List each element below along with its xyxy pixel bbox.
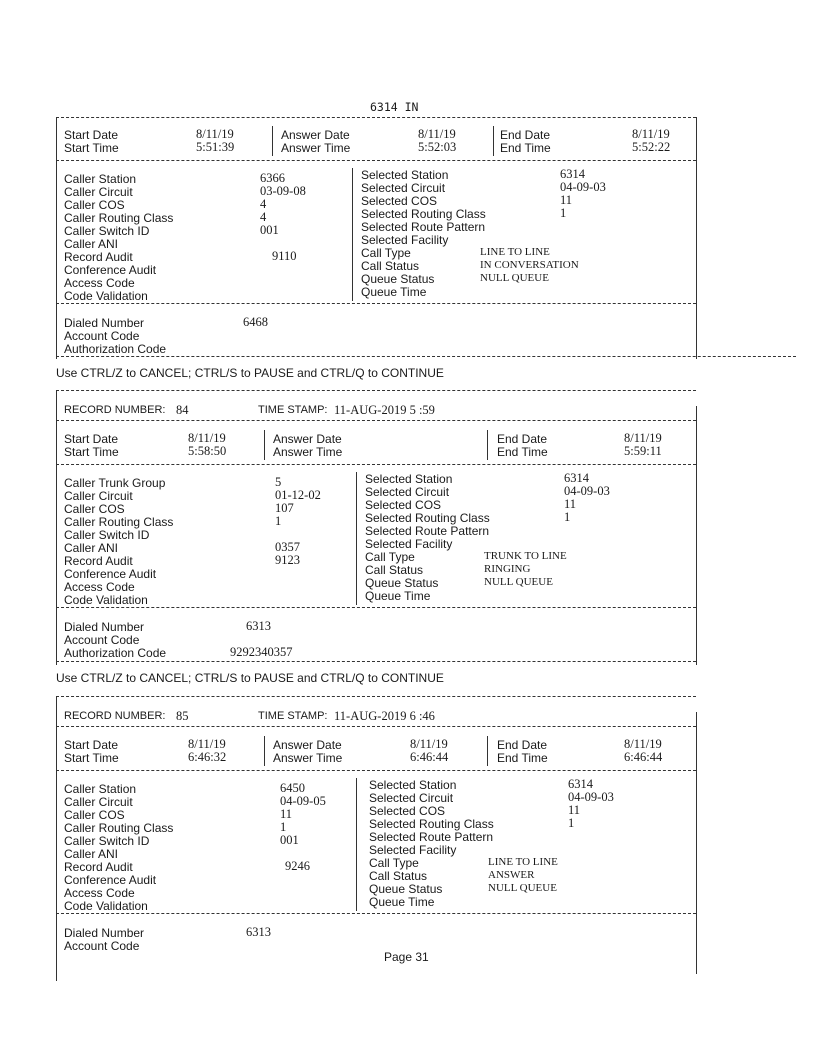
selected-facility-label: Selected Facility [365,537,453,551]
caller-ani-value: 0357 [275,540,300,554]
conference-audit-label: Conference Audit [64,263,157,277]
call-status-label: Call Status [361,259,420,273]
caller-routing-class-label: Caller Routing Class [64,821,174,835]
account-code-label: Account Code [64,329,140,343]
page-title: 6314 IN [370,100,419,114]
selected-route-pattern-label: Selected Route Pattern [365,524,490,538]
queue-time-label: Queue Time [365,589,431,603]
queue-time-label: Queue Time [369,895,435,909]
dialed-number-value: 6468 [243,315,268,329]
start-date-value: 8/11/19 [188,431,226,445]
caller-cos-value: 11 [280,807,293,821]
call-status-label: Call Status [365,563,424,577]
caller-routing-class-value: 1 [275,514,282,528]
caller-station-label: Caller Station [64,172,137,186]
page-number: Page 31 [384,950,429,964]
caller-cos-value: 4 [260,197,267,211]
caller-cos-label: Caller COS [64,808,125,822]
caller-circuit-value: 04-09-05 [280,794,326,808]
selected-cos-label: Selected COS [361,194,438,208]
code-validation-label: Code Validation [64,899,148,913]
selected-routing-class-value: 1 [560,206,567,220]
call-type-label: Call Type [365,550,415,564]
start-time-value: 5:51:39 [196,140,235,154]
answer-time-label: Answer Time [273,751,343,765]
control-message: Use CTRL/Z to CANCEL; CTRL/S to PAUSE and CTRL/Q to CONTINUE [56,671,444,685]
dialed-number-value: 6313 [246,925,271,939]
caller-station-value: 6366 [260,171,285,185]
caller-circuit-value: 01-12-02 [275,488,321,502]
dialed-number-label: Dialed Number [64,620,145,634]
caller-routing-class-value: 4 [260,210,267,224]
dialed-number-label: Dialed Number [64,926,145,940]
time-stamp-label: TIME STAMP: [258,710,328,722]
selected-circuit-value: 04-09-03 [560,180,606,194]
record-audit-label: Record Audit [64,860,133,874]
control-message: Use CTRL/Z to CANCEL; CTRL/S to PAUSE and CTRL/Q to CONTINUE [56,366,444,380]
authorization-code-value: 9292340357 [230,645,293,659]
queue-status-value: NULL QUEUE [488,882,557,894]
caller-switch-id-value: 001 [260,223,279,237]
call-status-value: RINGING [484,563,531,575]
record-audit-label: Record Audit [64,250,133,264]
call-status-label: Call Status [369,869,428,883]
end-date-value: 8/11/19 [632,127,670,141]
answer-date-label: Answer Date [273,432,342,446]
selected-station-value: 6314 [568,777,593,791]
selected-cos-label: Selected COS [369,804,446,818]
caller-station-label: Caller Station [64,782,137,796]
selected-facility-label: Selected Facility [361,233,449,247]
selected-route-pattern-label: Selected Route Pattern [369,830,494,844]
selected-facility-label: Selected Facility [369,843,457,857]
time-stamp-label: TIME STAMP: [258,404,328,416]
access-code-label: Access Code [64,580,135,594]
selected-station-label: Selected Station [361,168,449,182]
start-date-label: Start Date [64,432,119,446]
queue-status-value: NULL QUEUE [484,576,553,588]
selected-routing-class-value: 1 [568,816,575,830]
selected-cos-value: 11 [560,193,573,207]
selected-circuit-label: Selected Circuit [361,181,446,195]
authorization-code-label: Authorization Code [64,646,167,660]
start-time-label: Start Time [64,445,119,459]
caller-circuit-label: Caller Circuit [64,185,133,199]
call-type-value: TRUNK TO LINE [484,550,567,562]
selected-cos-label: Selected COS [365,498,442,512]
answer-date-value: 8/11/19 [418,127,456,141]
caller-switch-id-label: Caller Switch ID [64,224,150,238]
account-code-label: Account Code [64,633,140,647]
caller-ani-label: Caller ANI [64,541,119,555]
call-type-value: LINE TO LINE [480,246,550,258]
access-code-label: Access Code [64,276,135,290]
caller-cos-value: 107 [275,501,294,515]
call-type-value: LINE TO LINE [488,856,558,868]
time-stamp-value: 11-AUG-2019 5 :59 [334,403,435,417]
record-audit-value: 9123 [275,553,300,567]
caller-switch-id-label: Caller Switch ID [64,528,150,542]
dialed-number-value: 6313 [246,619,271,633]
end-time-label: End Time [500,141,551,155]
end-date-value: 8/11/19 [624,737,662,751]
end-time-label: End Time [497,445,548,459]
dialed-number-label: Dialed Number [64,316,145,330]
end-time-value: 5:59:11 [624,444,662,458]
start-time-value: 6:46:32 [188,750,227,764]
start-date-label: Start Date [64,738,119,752]
queue-status-label: Queue Status [369,882,443,896]
record-number-value: 84 [176,403,189,417]
selected-circuit-label: Selected Circuit [369,791,454,805]
caller-ani-label: Caller ANI [64,847,119,861]
record-audit-value: 9246 [285,859,310,873]
selected-station-label: Selected Station [365,472,453,486]
selected-station-value: 6314 [560,167,585,181]
start-date-value: 8/11/19 [196,127,234,141]
record-number-label: RECORD NUMBER: [64,710,166,722]
code-validation-label: Code Validation [64,289,148,303]
caller-trunk-group-label: Caller Trunk Group [64,476,166,490]
queue-status-label: Queue Status [365,576,439,590]
selected-routing-class-value: 1 [564,510,571,524]
record-audit-label: Record Audit [64,554,133,568]
selected-station-value: 6314 [564,471,589,485]
answer-time-value: 6:46:44 [410,750,449,764]
end-date-label: End Date [497,738,548,752]
selected-route-pattern-label: Selected Route Pattern [361,220,486,234]
caller-routing-class-label: Caller Routing Class [64,515,174,529]
caller-trunk-group-value: 5 [275,475,282,489]
call-status-value: ANSWER [488,869,535,881]
answer-date-label: Answer Date [273,738,342,752]
selected-station-label: Selected Station [369,778,457,792]
end-time-label: End Time [497,751,548,765]
record-number-value: 85 [176,709,189,723]
selected-circuit-label: Selected Circuit [365,485,450,499]
selected-routing-class-label: Selected Routing Class [361,207,486,221]
caller-station-value: 6450 [280,781,305,795]
call-status-value: IN CONVERSATION [480,259,579,271]
caller-routing-class-label: Caller Routing Class [64,211,174,225]
end-date-value: 8/11/19 [624,431,662,445]
selected-circuit-value: 04-09-03 [568,790,614,804]
caller-cos-label: Caller COS [64,502,125,516]
caller-switch-id-value: 001 [280,833,299,847]
access-code-label: Access Code [64,886,135,900]
call-type-label: Call Type [361,246,411,260]
start-time-value: 5:58:50 [188,444,227,458]
conference-audit-label: Conference Audit [64,873,157,887]
start-date-label: Start Date [64,128,119,142]
account-code-label: Account Code [64,939,140,953]
end-time-value: 5:52:22 [632,140,671,154]
selected-cos-value: 11 [568,803,581,817]
start-time-label: Start Time [64,141,119,155]
time-stamp-value: 11-AUG-2019 6 :46 [334,709,435,723]
selected-routing-class-label: Selected Routing Class [369,817,494,831]
selected-circuit-value: 04-09-03 [564,484,610,498]
caller-ani-label: Caller ANI [64,237,119,251]
caller-circuit-label: Caller Circuit [64,795,133,809]
caller-switch-id-label: Caller Switch ID [64,834,150,848]
answer-time-label: Answer Time [273,445,343,459]
authorization-code-label: Authorization Code [64,342,167,356]
end-date-label: End Date [497,432,548,446]
caller-circuit-value: 03-09-08 [260,184,306,198]
end-date-label: End Date [500,128,551,142]
answer-date-value: 8/11/19 [410,737,448,751]
record-number-label: RECORD NUMBER: [64,404,166,416]
caller-circuit-label: Caller Circuit [64,489,133,503]
code-validation-label: Code Validation [64,593,148,607]
answer-time-value: 5:52:03 [418,140,457,154]
answer-time-label: Answer Time [281,141,351,155]
record-audit-value: 9110 [272,249,297,263]
end-time-value: 6:46:44 [624,750,663,764]
caller-routing-class-value: 1 [280,820,287,834]
queue-status-value: NULL QUEUE [480,272,549,284]
selected-routing-class-label: Selected Routing Class [365,511,490,525]
conference-audit-label: Conference Audit [64,567,157,581]
selected-cos-value: 11 [564,497,577,511]
start-date-value: 8/11/19 [188,737,226,751]
queue-time-label: Queue Time [361,285,427,299]
answer-date-label: Answer Date [281,128,350,142]
queue-status-label: Queue Status [361,272,435,286]
caller-cos-label: Caller COS [64,198,125,212]
call-type-label: Call Type [369,856,419,870]
start-time-label: Start Time [64,751,119,765]
